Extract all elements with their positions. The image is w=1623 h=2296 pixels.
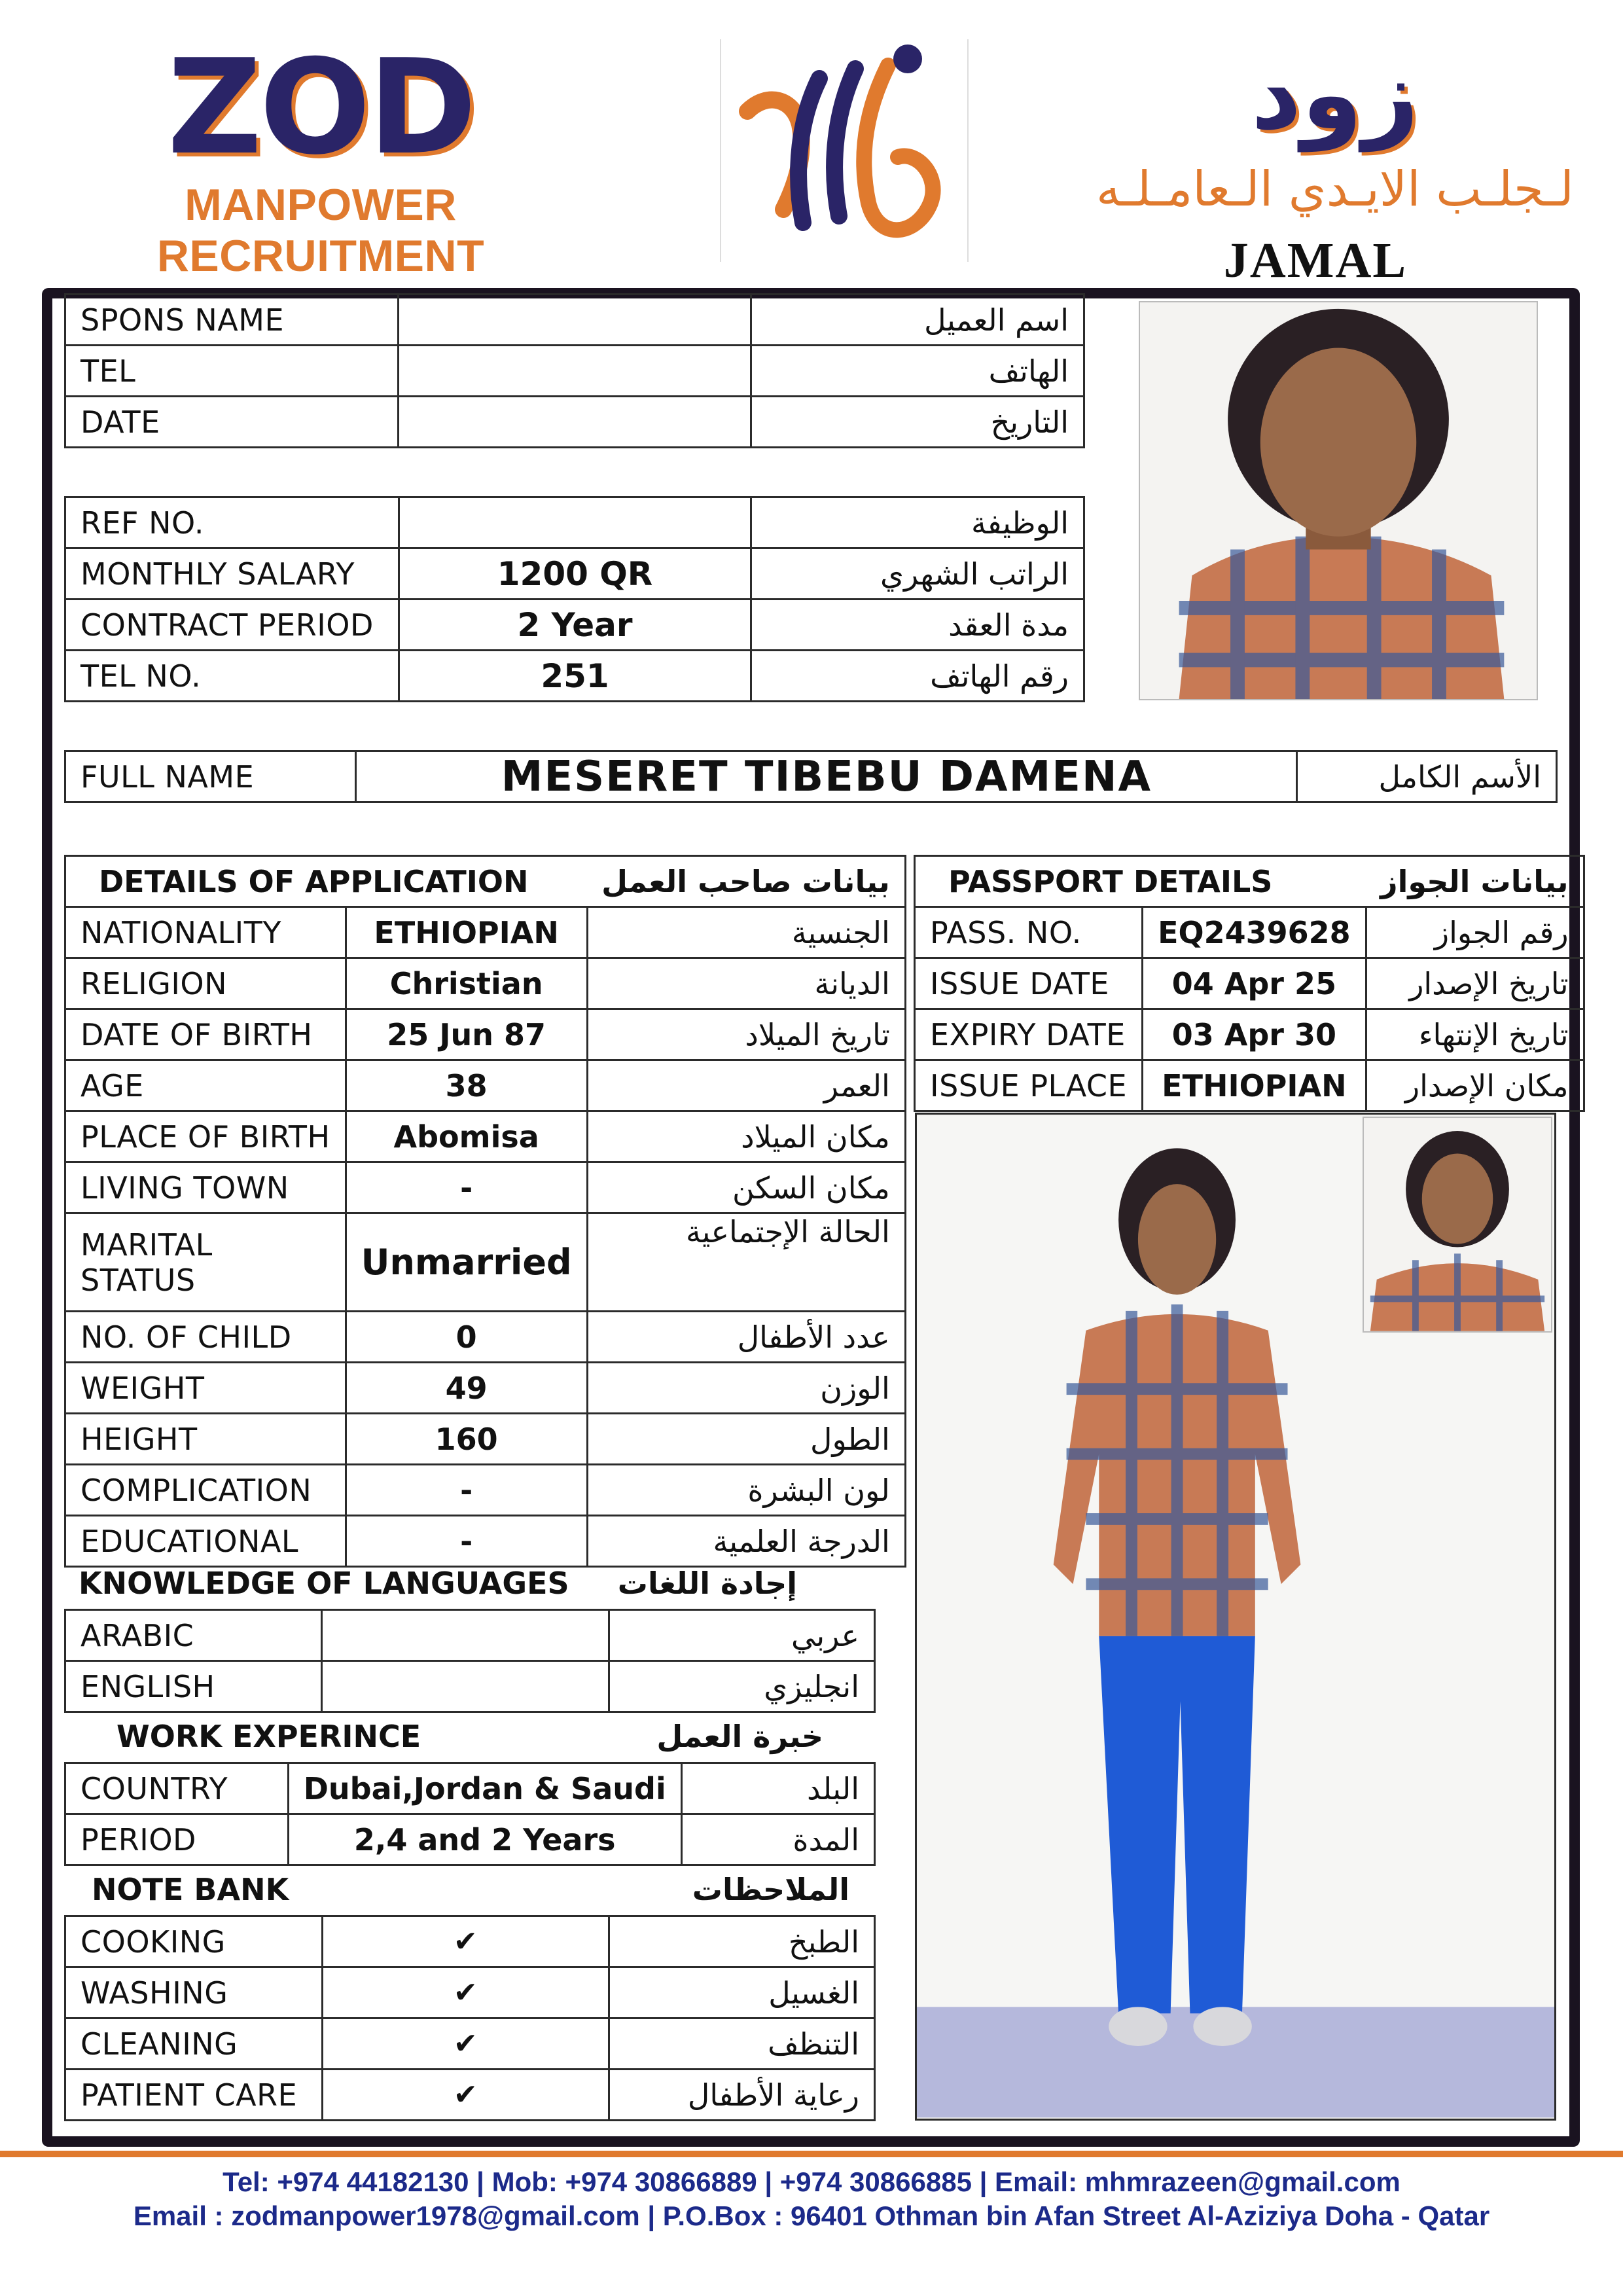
application-details-value: - [346,1465,587,1516]
languages-row [65,1610,875,1661]
work-label-arabic: المدة [681,1814,874,1865]
notes-label-arabic: رعاية الأطفال [609,2070,874,2121]
application-details-label: MARITAL STATUS [65,1213,346,1312]
application-details-row [65,1060,906,1111]
job-label-arabic: رقم الهاتف [751,651,1084,702]
notes-check-icon: ✔ [322,1916,609,1967]
application-details-label: HEIGHT [65,1414,346,1465]
job-value: 251 [399,651,751,702]
full-name-value: MESERET TIBEBU DAMENA [356,751,1297,802]
passport-label-arabic: رقم الجواز [1366,907,1584,958]
application-details-label-arabic: العمر [587,1060,905,1111]
passport-label: PASS. NO. [915,907,1143,958]
passport-value: ETHIOPIAN [1143,1060,1366,1111]
application-details-label: WEIGHT [65,1363,346,1414]
passport-row [915,1060,1584,1111]
application-details-label: DATE OF BIRTH [65,1009,346,1060]
notes-title: NOTE BANK [92,1872,289,1907]
notes-label-arabic: التنظف [609,2018,874,2070]
application-details-value: 160 [346,1414,587,1465]
application-details-label-arabic: مكان الميلاد [587,1111,905,1162]
notes-check-icon: ✔ [322,2070,609,2121]
job-row [65,497,1084,548]
application-title-arabic: بيانات صاحب العمل [587,856,905,907]
notes-label: PATIENT CARE [65,2070,323,2121]
application-details-label-arabic: عدد الأطفال [587,1312,905,1363]
application-details-label-arabic: الدرجة العلمية [587,1516,905,1567]
passport-row [915,1009,1584,1060]
sponsor-label-arabic: التاريخ [751,397,1084,448]
job-row [65,548,1084,600]
sponsor-label-arabic: الهاتف [751,346,1084,397]
work-heading [64,1711,876,1762]
notes-row [65,2018,875,2070]
passport-row [915,907,1584,958]
application-details-label: COMPLICATION [65,1465,346,1516]
passport-label-arabic: مكان الإصدار [1366,1060,1584,1111]
sponsor-table [64,293,1085,448]
passport-label: ISSUE DATE [915,958,1143,1009]
application-details-row [65,1111,906,1162]
application-details-label-arabic: الديانة [587,958,905,1009]
languages-value [322,1610,609,1661]
application-details-value: 0 [346,1312,587,1363]
work-title-arabic: خبرة العمل [656,1719,823,1754]
sponsor-value [399,295,751,346]
languages-title-arabic: إجادة اللغات [617,1566,797,1601]
passport-row [915,958,1584,1009]
passport-label-arabic: تاريخ الإصدار [1366,958,1584,1009]
work-value: Dubai,Jordan & Saudi [288,1763,681,1814]
brand-tagline: MANPOWER RECRUITMENT [156,180,485,281]
application-details-row [65,1312,906,1363]
passport-title-arabic: بيانات الجواز [1366,856,1584,907]
application-details-label-arabic: الطول [587,1414,905,1465]
application-details-value: Christian [346,958,587,1009]
work-table [64,1762,876,1866]
application-details-value: Abomisa [346,1111,587,1162]
notes-heading [64,1864,876,1915]
work-title: WORK EXPERINCE [116,1719,421,1754]
application-details-label: LIVING TOWN [65,1162,346,1213]
notes-label: COOKING [65,1916,323,1967]
notes-check-icon: ✔ [322,1967,609,2018]
notes-table [64,1915,876,2121]
sponsor-row [65,295,1084,346]
work-row [65,1763,875,1814]
passport-value: 03 Apr 30 [1143,1009,1366,1060]
sponsor-value [399,346,751,397]
notes-row [65,1967,875,2018]
notes-label: CLEANING [65,2018,323,2070]
languages-value [322,1661,609,1712]
work-label: COUNTRY [65,1763,289,1814]
notes-label-arabic: الطبخ [609,1916,874,1967]
footer-contact-line-1: Tel: +974 44182130 | Mob: +974 30866889 | +974 30866885 | Email: mhmrazeen@gmail.com [223,2166,1400,2197]
application-details-value: 25 Jun 87 [346,1009,587,1060]
passport-label: EXPIRY DATE [915,1009,1143,1060]
sponsor-row [65,397,1084,448]
application-details-row [65,1162,906,1213]
languages-table [64,1609,876,1713]
application-details-label: NO. OF CHILD [65,1312,346,1363]
languages-row [65,1661,875,1712]
sponsor-value [399,397,751,448]
agent-name: JAMAL [1223,233,1408,288]
brand-english [39,31,602,281]
application-details-label-arabic: مكان السكن [587,1162,905,1213]
work-value: 2,4 and 2 Years [288,1814,681,1865]
applicant-headshot-photo [1139,301,1538,700]
languages-label: ARABIC [65,1610,322,1661]
notes-row [65,2070,875,2121]
application-details-table [64,855,906,1568]
job-label: REF NO. [65,497,399,548]
languages-heading [64,1558,876,1609]
application-details-label: PLACE OF BIRTH [65,1111,346,1162]
brand-arabic [1086,33,1584,217]
application-details-row [65,907,906,958]
brand-logo-icon [720,39,969,262]
brand-name-arabic: زود [1251,38,1419,152]
passport-value: EQ2439628 [1143,907,1366,958]
languages-label-arabic: عربي [609,1610,874,1661]
application-details-label-arabic: الجنسية [587,907,905,958]
application-details-row [65,1363,906,1414]
notes-label-arabic: الغسيل [609,1967,874,2018]
application-details-label-arabic: الحالة الإجتماعية [587,1213,905,1312]
passport-label-arabic: تاريخ الإنتهاء [1366,1009,1584,1060]
notes-check-icon: ✔ [322,2018,609,2070]
application-details-label: EDUCATIONAL [65,1516,346,1567]
job-label: CONTRACT PERIOD [65,600,399,651]
full-name-table [64,750,1558,803]
full-name-label-arabic: الأسم الكامل [1297,751,1557,802]
application-details-row [65,958,906,1009]
work-label-arabic: البلد [681,1763,874,1814]
application-details-label-arabic: الوزن [587,1363,905,1414]
job-label-arabic: الراتب الشهري [751,548,1084,600]
footer-divider [0,2151,1623,2157]
languages-label-arabic: انجليزي [609,1661,874,1712]
job-row [65,651,1084,702]
application-details-value: Unmarried [346,1213,587,1312]
notes-row [65,1916,875,1967]
application-details-label-arabic: تاريخ الميلاد [587,1009,905,1060]
application-details-value: - [346,1162,587,1213]
job-label-arabic: الوظيفة [751,497,1084,548]
application-details-value: - [346,1516,587,1567]
application-details-value: 38 [346,1060,587,1111]
application-details-label: NATIONALITY [65,907,346,958]
notes-label: WASHING [65,1967,323,2018]
work-row [65,1814,875,1865]
application-details-row [65,1414,906,1465]
applicant-small-portrait-photo [1363,1117,1552,1333]
application-details-value: 49 [346,1363,587,1414]
work-label: PERIOD [65,1814,289,1865]
job-value: 2 Year [399,600,751,651]
job-value [399,497,751,548]
application-details-row [65,1213,906,1312]
job-value: 1200 QR [399,548,751,600]
job-label: MONTHLY SALARY [65,548,399,600]
sponsor-label: DATE [65,397,399,448]
passport-table [914,855,1585,1112]
job-label: TEL NO. [65,651,399,702]
application-title: DETAILS OF APPLICATION [65,856,588,907]
passport-label: ISSUE PLACE [915,1060,1143,1111]
passport-value: 04 Apr 25 [1143,958,1366,1009]
job-table [64,496,1085,702]
job-row [65,600,1084,651]
application-details-label: AGE [65,1060,346,1111]
sponsor-label-arabic: اسم العميل [751,295,1084,346]
full-name-label: FULL NAME [65,751,356,802]
footer-contact-line-2: Email : zodmanpower1978@gmail.com | P.O.Box : 96401 Othman bin Afan Street Al-Aziziya Doha - Qatar [133,2200,1490,2231]
application-details-row [65,1009,906,1060]
job-label-arabic: مدة العقد [751,600,1084,651]
passport-title: PASSPORT DETAILS [915,856,1366,907]
notes-title-arabic: الملاحظات [692,1872,849,1907]
sponsor-label: SPONS NAME [65,295,399,346]
brand-tagline-arabic: لـجلـب الايـدي الـعامـلـه [1096,161,1574,217]
brand-name: ZOD [167,31,474,184]
application-details-label-arabic: لون البشرة [587,1465,905,1516]
application-details-label: RELIGION [65,958,346,1009]
sponsor-label: TEL [65,346,399,397]
sponsor-row [65,346,1084,397]
application-details-row [65,1465,906,1516]
languages-label: ENGLISH [65,1661,322,1712]
application-details-value: ETHIOPIAN [346,907,587,958]
languages-title: KNOWLEDGE OF LANGUAGES [79,1566,569,1601]
